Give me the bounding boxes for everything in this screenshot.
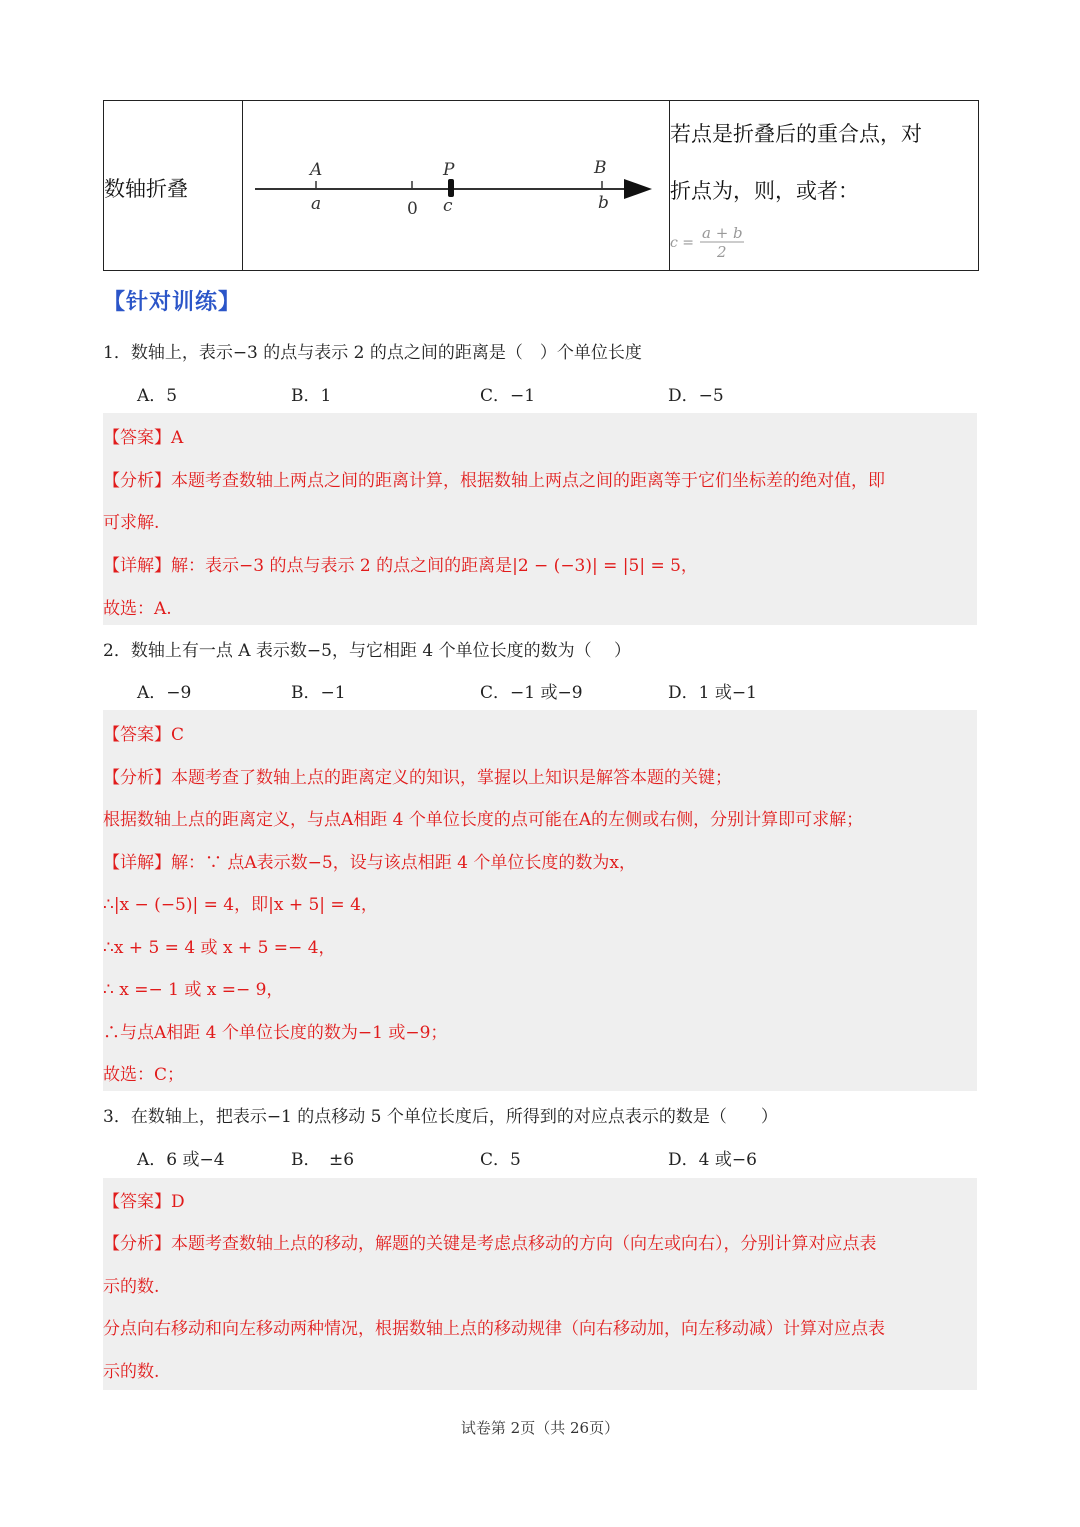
definition-table — [103, 100, 979, 271]
q1-answer: 【答案】A — [103, 428, 184, 448]
q3-option-c: C．5 — [480, 1150, 521, 1170]
table-label-cell — [104, 101, 243, 270]
section-title: 【针对训练】 — [103, 290, 242, 315]
midpoint-formula — [670, 221, 750, 261]
page-footer: 试卷第 2页（共 26页） — [460, 1419, 620, 1437]
number-line-figure — [243, 101, 667, 269]
number-line-figure-cell — [243, 101, 670, 270]
q3-analysis-2: 分点向右移动和向左移动两种情况，根据数轴上点的移动规律（向右移动加，向左移动减）计算对应点表 — [103, 1319, 885, 1339]
q2-step-2: ∴x + 5 = 4 或 x + 5 =− 4， — [103, 938, 336, 958]
q3-option-a: A．6 或−4 — [137, 1150, 225, 1170]
q3-option-d: D．4 或−6 — [668, 1150, 757, 1170]
q2-step-4: ∴与点A相距 4 个单位长度的数为−1 或−9； — [103, 1023, 448, 1043]
q1-option-b: B．1 — [291, 386, 332, 406]
label-zero: 0 — [407, 199, 418, 219]
formula-denominator: 2 — [717, 243, 727, 261]
q2-analysis: 【分析】本题考查了数轴上点的距离定义的知识，掌握以上知识是解答本题的关键； — [103, 768, 732, 788]
description-cell — [670, 101, 978, 270]
q2-analysis-cont: 根据数轴上点的距离定义，与点A相距 4 个单位长度的点可能在A的左侧或右侧，分别计算即可求解； — [103, 810, 864, 830]
label-P: P — [443, 160, 455, 180]
q1-detail: 【详解】解：表示−3 的点与表示 2 的点之间的距离是|2 − (−3)| = |5| = 5， — [103, 556, 698, 576]
label-a: a — [311, 194, 322, 214]
q1-answer-box — [103, 413, 977, 625]
table-label: 数轴折叠 — [104, 177, 188, 201]
q3-analysis-cont: 示的数. — [103, 1277, 160, 1297]
description-line-1: 若点是折叠后的重合点，对 — [670, 122, 922, 146]
question-2-stem: 2．数轴上有一点 A 表示数−5，与它相距 4 个单位长度的数为（ ） — [103, 641, 631, 661]
point-c-marker — [448, 179, 454, 197]
formula-lhs: c = — [670, 235, 695, 251]
label-A: A — [310, 160, 323, 180]
formula-numerator: a + b — [702, 224, 743, 242]
q2-answer: 【答案】C — [103, 725, 185, 745]
q1-option-a: A．5 — [137, 386, 178, 406]
q1-option-d: D．−5 — [668, 386, 724, 406]
q3-option-b: B． ±6 — [291, 1150, 355, 1170]
q2-detail: 【详解】解：∵ 点A表示数−5，设与该点相距 4 个单位长度的数为x， — [103, 853, 636, 873]
q1-option-c: C．−1 — [480, 386, 536, 406]
q1-choice: 故选：A. — [103, 599, 172, 619]
q3-analysis-2-cont: 示的数. — [103, 1362, 160, 1382]
q2-option-c: C．−1 或−9 — [480, 683, 583, 703]
question-3-stem: 3．在数轴上，把表示−1 的点移动 5 个单位长度后，所得到的对应点表示的数是（ ） — [103, 1107, 778, 1127]
q3-analysis: 【分析】本题考查数轴上点的移动，解题的关键是考虑点移动的方向（向左或向右），分别计算对应点表 — [103, 1234, 877, 1254]
label-B: B — [594, 158, 607, 178]
question-1-stem: 1．数轴上，表示−3 的点与表示 2 的点之间的距离是（ ）个单位长度 — [103, 343, 642, 363]
description-line-2: 折点为，则，或者： — [670, 179, 859, 203]
q2-choice: 故选：C； — [103, 1065, 185, 1085]
q2-step-1: ∴|x − (−5)| = 4，即|x + 5| = 4， — [103, 895, 378, 915]
q2-option-a: A．−9 — [137, 683, 192, 703]
label-b: b — [598, 193, 609, 213]
q2-option-b: B．−1 — [291, 683, 346, 703]
q2-option-d: D．1 或−1 — [668, 683, 757, 703]
label-c: c — [443, 196, 453, 216]
q3-answer: 【答案】D — [103, 1192, 185, 1212]
q2-step-3: ∴ x =− 1 或 x =− 9， — [103, 980, 284, 1000]
q1-analysis: 【分析】本题考查数轴上两点之间的距离计算，根据数轴上两点之间的距离等于它们坐标差的绝对值，即 — [103, 471, 885, 491]
q3-answer-box — [103, 1178, 977, 1390]
q1-analysis-cont: 可求解. — [103, 513, 160, 533]
